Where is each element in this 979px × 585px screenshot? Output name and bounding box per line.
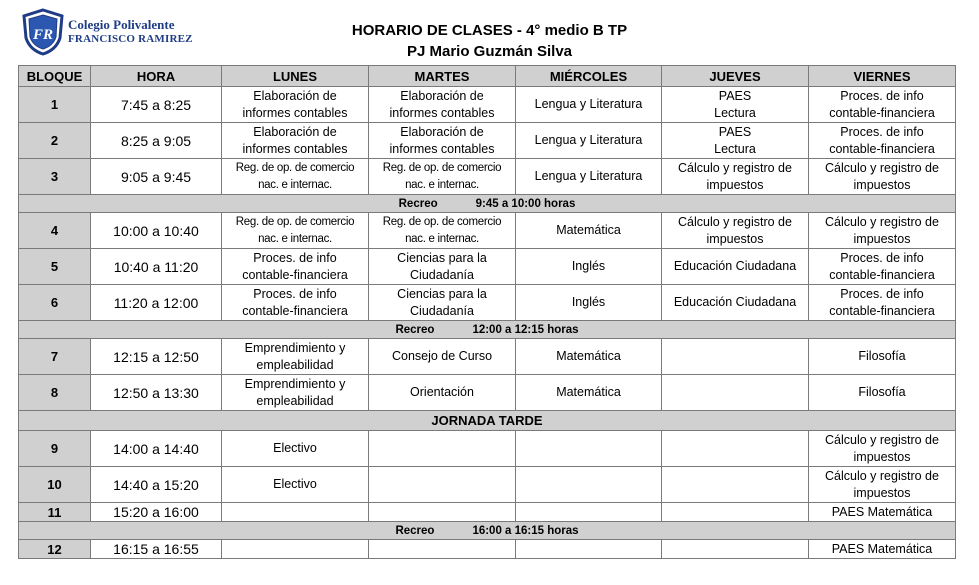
class-line: Reg. de op. de comercio <box>382 215 502 228</box>
class-cell-jueves <box>662 503 809 522</box>
class-cell-miercoles <box>516 339 662 375</box>
class-line: Proces. de info <box>840 286 924 301</box>
class-cell-miercoles <box>516 87 662 123</box>
class-line: Matemática <box>556 385 621 399</box>
class-cell-lunes <box>222 159 369 195</box>
class-line: Educación Ciudadana <box>673 259 797 273</box>
jornada-tarde-row <box>19 411 956 431</box>
hora-cell: 14:40 a 15:20 <box>91 467 222 503</box>
class-cell-jueves <box>662 285 809 321</box>
class-line: impuestos <box>853 231 911 246</box>
class-line: Electivo <box>273 477 317 491</box>
class-cell-miercoles <box>516 375 662 411</box>
class-cell-viernes <box>809 375 956 411</box>
column-header-hora: HORA <box>91 66 222 87</box>
bloque-cell: 2 <box>19 123 91 159</box>
class-line: PAES Matemática <box>831 541 933 556</box>
column-header-lunes: LUNES <box>222 66 369 87</box>
class-line: Proces. de info <box>253 250 337 265</box>
class-line: PAES <box>718 124 752 139</box>
bloque-cell: 8 <box>19 375 91 411</box>
class-line: contable-financiera <box>829 303 935 318</box>
class-cell-miercoles <box>516 249 662 285</box>
class-cell-lunes <box>222 87 369 123</box>
class-line: Cálculo y registro de <box>678 214 792 229</box>
class-cell-martes <box>369 339 516 375</box>
hora-cell: 12:50 a 13:30 <box>91 375 222 411</box>
class-line: empleabilidad <box>256 393 334 408</box>
class-cell-viernes <box>809 159 956 195</box>
class-cell-miercoles <box>516 540 662 559</box>
hora-cell: 10:00 a 10:40 <box>91 213 222 249</box>
class-cell-lunes <box>222 213 369 249</box>
class-line: Proces. de info <box>253 286 337 301</box>
page-title: HORARIO DE CLASES - 4° medio B TP <box>351 22 628 39</box>
class-line: PAES Matemática <box>831 504 933 519</box>
bloque-cell: 11 <box>19 503 91 522</box>
table-row <box>19 540 956 559</box>
class-line: Inglés <box>571 259 606 273</box>
table-row <box>19 467 956 503</box>
bloque-cell: 3 <box>19 159 91 195</box>
class-line: impuestos <box>706 177 764 192</box>
bloque-cell: 12 <box>19 540 91 559</box>
class-cell-miercoles <box>516 431 662 467</box>
table-row <box>19 503 956 522</box>
class-line: Reg. de op. de comercio <box>235 215 355 228</box>
class-line: informes contables <box>242 105 348 120</box>
class-cell-jueves <box>662 431 809 467</box>
band-label: Recreo <box>395 323 435 336</box>
class-cell-miercoles <box>516 285 662 321</box>
class-line: impuestos <box>706 231 764 246</box>
column-header-bloque: BLOQUE <box>19 66 91 87</box>
class-line: impuestos <box>853 177 911 192</box>
class-cell-viernes <box>809 503 956 522</box>
class-cell-martes <box>369 213 516 249</box>
class-line: Matemática <box>556 223 621 237</box>
table-row <box>19 375 956 411</box>
bloque-cell: 1 <box>19 87 91 123</box>
class-cell-lunes <box>222 123 369 159</box>
hora-cell: 7:45 a 8:25 <box>91 87 222 123</box>
hora-cell: 12:15 a 12:50 <box>91 339 222 375</box>
class-cell-martes <box>369 503 516 522</box>
hora-cell: 14:00 a 14:40 <box>91 431 222 467</box>
class-line: Ciencias para la <box>397 250 487 265</box>
band-time: 9:45 a 10:00 horas <box>475 197 576 210</box>
class-cell-martes <box>369 159 516 195</box>
class-cell-martes <box>369 431 516 467</box>
class-line: Elaboración de <box>253 124 337 139</box>
page-subtitle: PJ Mario Guzmán Silva <box>406 43 573 60</box>
class-line: contable-financiera <box>829 105 935 120</box>
band-label: Recreo <box>395 524 435 537</box>
class-cell-martes <box>369 123 516 159</box>
class-line: Lengua y Literatura <box>534 97 643 111</box>
table-row <box>19 123 956 159</box>
bloque-cell: 4 <box>19 213 91 249</box>
table-row <box>19 213 956 249</box>
class-cell-miercoles <box>516 123 662 159</box>
hora-cell: 10:40 a 11:20 <box>91 249 222 285</box>
class-line: Emprendimiento y <box>244 376 346 391</box>
class-cell-jueves <box>662 339 809 375</box>
class-line: Consejo de Curso <box>391 349 493 363</box>
class-line: nac. e internac. <box>258 232 332 245</box>
class-line: Ciencias para la <box>397 286 487 301</box>
band-time: 16:00 a 16:15 horas <box>472 524 579 537</box>
recreo-row <box>19 522 956 540</box>
class-line: informes contables <box>242 141 348 156</box>
class-line: Ciudadanía <box>410 303 474 318</box>
recreo-row <box>19 321 956 339</box>
class-cell-martes <box>369 467 516 503</box>
class-cell-martes <box>369 375 516 411</box>
class-line: Electivo <box>273 441 317 455</box>
table-row <box>19 87 956 123</box>
jornada-label <box>19 411 956 431</box>
class-cell-miercoles <box>516 503 662 522</box>
class-cell-martes <box>369 249 516 285</box>
hora-cell: 8:25 a 9:05 <box>91 123 222 159</box>
class-cell-viernes <box>809 431 956 467</box>
class-line: Elaboración de <box>400 124 484 139</box>
class-line: contable-financiera <box>829 141 935 156</box>
band-time: 12:00 a 12:15 horas <box>472 323 579 336</box>
schedule-table <box>18 65 956 559</box>
class-line: Proces. de info <box>840 124 924 139</box>
class-line: empleabilidad <box>256 357 334 372</box>
hora-cell: 15:20 a 16:00 <box>91 503 222 522</box>
column-header-martes: MARTES <box>369 66 516 87</box>
column-header-jueves: JUEVES <box>662 66 809 87</box>
bloque-cell: 9 <box>19 431 91 467</box>
class-cell-viernes <box>809 213 956 249</box>
class-line: Inglés <box>571 295 606 309</box>
header-row <box>19 66 956 87</box>
class-line: nac. e internac. <box>258 178 332 191</box>
recreo-row <box>19 195 956 213</box>
class-line: contable-financiera <box>242 303 348 318</box>
recreo-band <box>19 195 956 213</box>
bloque-cell: 7 <box>19 339 91 375</box>
class-cell-lunes <box>222 285 369 321</box>
class-line: contable-financiera <box>829 267 935 282</box>
class-cell-lunes <box>222 503 369 522</box>
class-cell-lunes <box>222 249 369 285</box>
class-line: PAES <box>718 88 752 103</box>
column-header-miércoles: MIÉRCOLES <box>516 66 662 87</box>
class-line: Cálculo y registro de <box>678 160 792 175</box>
bloque-cell: 10 <box>19 467 91 503</box>
class-cell-viernes <box>809 87 956 123</box>
class-cell-martes <box>369 285 516 321</box>
class-line: Emprendimiento y <box>244 340 346 355</box>
class-cell-lunes <box>222 375 369 411</box>
class-cell-jueves <box>662 87 809 123</box>
column-header-viernes: VIERNES <box>809 66 956 87</box>
class-cell-lunes <box>222 431 369 467</box>
hora-cell: 9:05 a 9:45 <box>91 159 222 195</box>
class-line: Orientación <box>410 385 474 399</box>
class-line: Elaboración de <box>400 88 484 103</box>
class-cell-viernes <box>809 467 956 503</box>
school-name-line2: FRANCISCO RAMIREZ <box>68 33 193 45</box>
class-line: Reg. de op. de comercio <box>382 161 502 174</box>
class-cell-jueves <box>662 123 809 159</box>
class-line: informes contables <box>389 141 495 156</box>
class-cell-viernes <box>809 540 956 559</box>
class-line: Filosofía <box>858 349 906 363</box>
band-label: JORNADA TARDE <box>431 413 543 428</box>
class-cell-lunes <box>222 540 369 559</box>
class-cell-jueves <box>662 213 809 249</box>
class-line: Matemática <box>556 349 621 363</box>
class-cell-viernes <box>809 285 956 321</box>
class-cell-lunes <box>222 339 369 375</box>
class-cell-jueves <box>662 467 809 503</box>
class-line: Cálculo y registro de <box>825 468 939 483</box>
class-cell-jueves <box>662 375 809 411</box>
class-line: Filosofía <box>858 385 906 399</box>
class-cell-martes <box>369 540 516 559</box>
class-line: Lengua y Literatura <box>534 133 643 147</box>
class-line: nac. e internac. <box>405 178 479 191</box>
class-line: Lectura <box>714 141 756 156</box>
class-line: Cálculo y registro de <box>825 214 939 229</box>
table-row <box>19 159 956 195</box>
recreo-band <box>19 522 956 540</box>
class-line: Lectura <box>714 105 756 120</box>
class-cell-lunes <box>222 467 369 503</box>
class-cell-viernes <box>809 339 956 375</box>
svg-text:FR: FR <box>32 27 54 43</box>
class-cell-viernes <box>809 123 956 159</box>
class-line: impuestos <box>853 485 911 500</box>
class-cell-miercoles <box>516 467 662 503</box>
class-line: Cálculo y registro de <box>825 432 939 447</box>
class-line: informes contables <box>389 105 495 120</box>
table-row <box>19 431 956 467</box>
table-row <box>19 249 956 285</box>
class-cell-jueves <box>662 249 809 285</box>
class-cell-miercoles <box>516 159 662 195</box>
class-line: Elaboración de <box>253 88 337 103</box>
class-cell-miercoles <box>516 213 662 249</box>
class-line: Lengua y Literatura <box>534 169 643 183</box>
hora-cell: 16:15 a 16:55 <box>91 540 222 559</box>
class-cell-jueves <box>662 540 809 559</box>
class-line: Proces. de info <box>840 88 924 103</box>
class-line: Reg. de op. de comercio <box>235 161 355 174</box>
class-cell-jueves <box>662 159 809 195</box>
recreo-band <box>19 321 956 339</box>
table-row <box>19 339 956 375</box>
table-row <box>19 285 956 321</box>
bloque-cell: 6 <box>19 285 91 321</box>
class-line: Ciudadanía <box>410 267 474 282</box>
class-line: Educación Ciudadana <box>673 295 797 309</box>
bloque-cell: 5 <box>19 249 91 285</box>
hora-cell: 11:20 a 12:00 <box>91 285 222 321</box>
class-line: nac. e internac. <box>405 232 479 245</box>
class-line: contable-financiera <box>242 267 348 282</box>
band-label: Recreo <box>398 197 438 210</box>
class-cell-martes <box>369 87 516 123</box>
class-line: Cálculo y registro de <box>825 160 939 175</box>
class-line: Proces. de info <box>840 250 924 265</box>
class-line: impuestos <box>853 449 911 464</box>
school-name-line1: Colegio Polivalente <box>68 17 175 32</box>
class-cell-viernes <box>809 249 956 285</box>
